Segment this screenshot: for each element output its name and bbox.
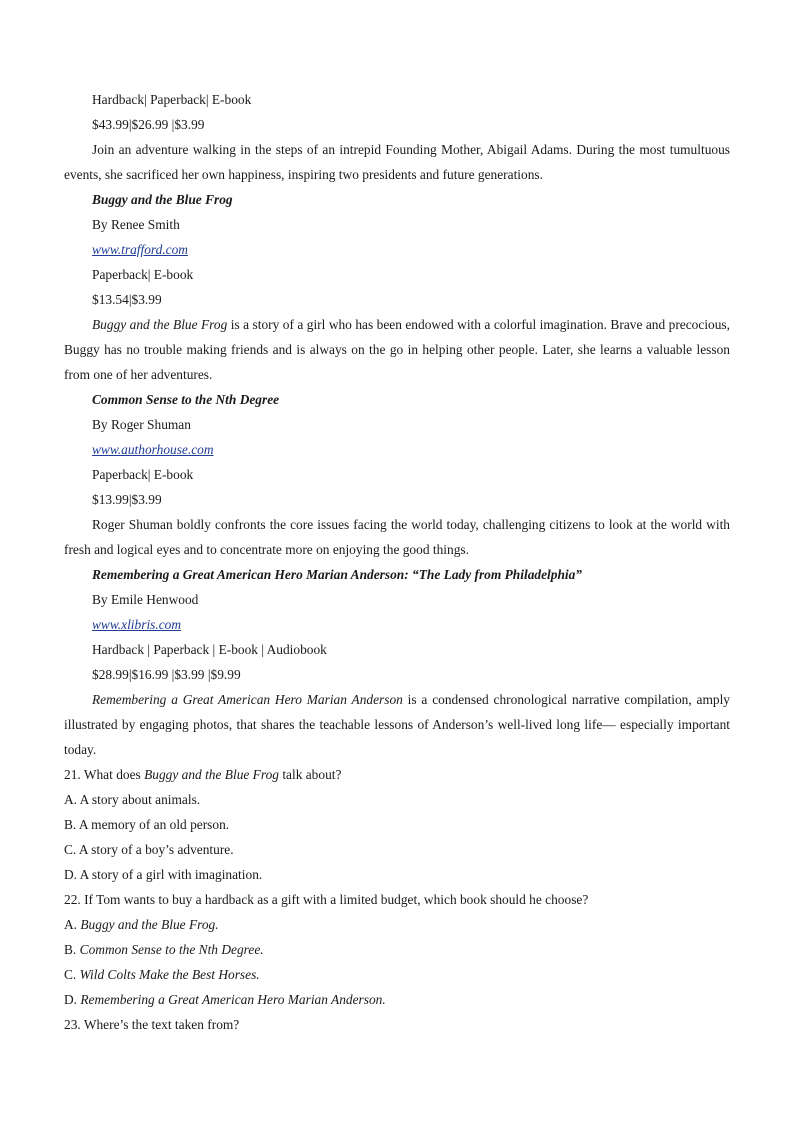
question-21-option-c: C. A story of a boy’s adventure. [64,842,234,857]
document-page [64,87,730,1037]
book3-title: Common Sense to the Nth Degree [92,392,280,407]
book3-prices: $13.99|$3.99 [92,492,162,507]
book4-description [64,687,730,762]
question-23-stem: 23. Where’s the text taken from? [64,1017,240,1032]
option-letter: C. [64,967,80,982]
book2-website-link[interactable]: www.trafford.com [92,242,188,257]
question-22-stem: 22. If Tom wants to buy a hardback as a gift with a limited budget, which book should he choose? [64,892,589,907]
question-21-title: Buggy and the Blue Frog [144,767,279,782]
question-21-option-d: D. A story of a girl with imagination. [64,867,263,882]
option-text: Common Sense to the Nth Degree. [79,942,264,957]
question-22-option-b [64,937,730,962]
book3-website-link[interactable]: www.authorhouse.com [92,442,214,457]
option-text: Remembering a Great American Hero Marian Anderson. [80,992,386,1007]
book4-author: By Emile Henwood [92,592,199,607]
question-22-option-a [64,912,730,937]
book2-prices: $13.54|$3.99 [92,292,162,307]
book3-website-line [64,437,730,462]
question-21-prefix: 21. What does [64,767,145,782]
question-22-option-c [64,962,730,987]
book2-description [64,312,730,387]
book1-formats: Hardback| Paperback| E-book [92,92,252,107]
option-letter: B. [64,942,80,957]
book4-title: Remembering a Great American Hero Marian Anderson: “The Lady from Philadelphia” [92,567,583,582]
option-letter: A. [64,917,81,932]
book2-description-text: is a story of a girl who has been endowed with a colorful imagination. Brave and precocious, Buggy has no trouble making friends and is always on the go in helping other people. Later, she learns a valuable lesson from one of her adventures. [64,317,730,382]
book2-description-title: Buggy and the Blue Frog [92,317,228,332]
book3-description: Roger Shuman boldly confronts the core issues facing the world today, challenging citizens to look at the world with fresh and logical eyes and to concentrate more on enjoying the good things. [64,517,730,557]
option-letter: D. [64,992,81,1007]
book1-prices: $43.99|$26.99 |$3.99 [92,117,205,132]
option-text: Wild Colts Make the Best Horses. [79,967,260,982]
book3-formats: Paperback| E-book [92,467,194,482]
book4-prices: $28.99|$16.99 |$3.99 |$9.99 [92,667,241,682]
book4-website-line [64,612,730,637]
question-21-option-b: B. A memory of an old person. [64,817,230,832]
book4-description-text: is a condensed chronological narrative compilation, amply illustrated by engaging photos, that shares the teachable lessons of Anderson’s well-lived long life— especially important today. [64,692,730,757]
question-22-option-d [64,987,730,1012]
book1-description: Join an adventure walking in the steps of an intrepid Founding Mother, Abigail Adams. During the most tumultuous events, she sacrificed her own happiness, inspiring two presidents and future generations. [64,142,730,182]
book2-author: By Renee Smith [92,217,180,232]
book2-website-line [64,237,730,262]
question-21-option-a: A. A story about animals. [64,792,201,807]
question-21-stem [64,762,730,787]
book2-title: Buggy and the Blue Frog [92,192,233,207]
book4-formats: Hardback | Paperback | E-book | Audiobook [92,642,327,657]
book3-author: By Roger Shuman [92,417,191,432]
book2-formats: Paperback| E-book [92,267,194,282]
option-text: Buggy and the Blue Frog. [80,917,219,932]
book4-description-title: Remembering a Great American Hero Marian Anderson [92,692,403,707]
question-21-suffix: talk about? [278,767,342,782]
book4-website-link[interactable]: www.xlibris.com [92,617,182,632]
